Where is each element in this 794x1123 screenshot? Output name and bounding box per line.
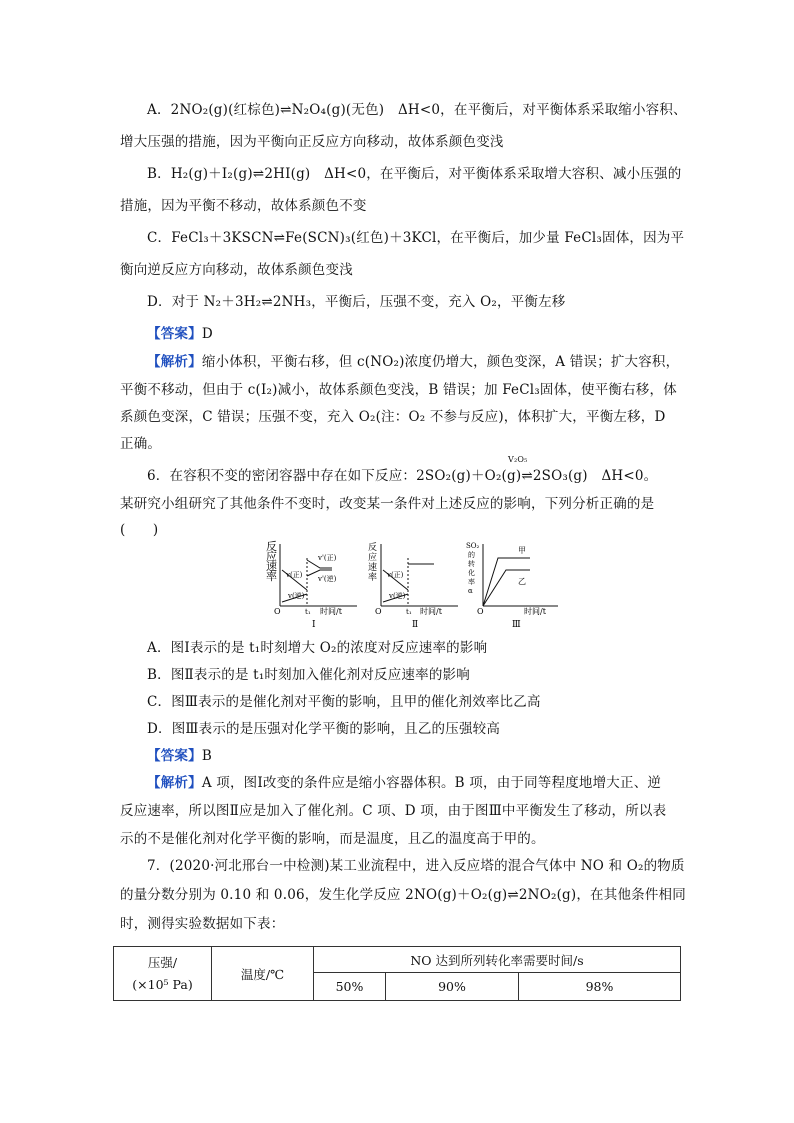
explanation-text: 缩小体积，平衡右移，但 c(NO₂)浓度仍增大，颜色变深，A 错误；扩大容积， [201, 354, 680, 370]
fig3-yi: 乙 [518, 577, 526, 586]
q5-option-c-line2: 衡向逆反应方向移动，故体系颜色变浅 [120, 262, 353, 278]
header-pressure-line1: 压强/ [147, 954, 178, 970]
fig1-v-ni: v(逆) [288, 592, 305, 600]
header-98: 98% [519, 973, 681, 1001]
fig3-yi-curve [483, 570, 530, 606]
figure-1 [266, 540, 357, 630]
q6-explanation-line1 [147, 773, 661, 793]
header-temperature: 温度/℃ [212, 947, 314, 1001]
fig1-caption: Ⅰ [312, 620, 316, 630]
q7-stem-line1: 7．(2020·河北邢台一中检测)某工业流程中，进入反应塔的混合气体中 NO 和 O₂的物质 [147, 858, 685, 874]
fig1-v-zheng2: v'(正) [318, 554, 337, 562]
fig2-v-ni: v(逆) [389, 592, 406, 600]
explanation-tag: 【解析】 [147, 775, 202, 791]
q5-explanation-line2: 平衡不移动，但由于 c(I₂)减小，故体系颜色变浅，B 错误；加 FeCl₃固体，使平衡右移，体 [120, 382, 677, 398]
fig1-v-zheng: v(正) [286, 571, 303, 579]
header-50: 50% [314, 973, 386, 1001]
explanation-text: A 项，图Ⅰ改变的条件应是缩小容器体积。B 项，由于同等程度地增大正、逆 [201, 775, 662, 791]
fig3-origin: O [477, 607, 484, 616]
fig3-caption: Ⅲ [512, 620, 521, 630]
fig2-origin: O [375, 607, 382, 616]
q7-stem-line2: 的量分数分别为 0.10 和 0.06，发生化学反应 2NO(g)＋O₂(g)⇌2NO₂(g)，在其他条件相同 [120, 887, 686, 903]
fig2-xlabel: 时间/t [420, 607, 442, 616]
q6-explanation-line3: 示的不是催化剂对化学平衡的影响，而是温度，且乙的温度高于甲的。 [120, 831, 545, 847]
q6-stem-line1: 6．在容积不变的密闭容器中存在如下反应：2SO₂(g)＋O₂(g)⇌2SO₃(g) ΔH<0。 [147, 468, 658, 484]
q6-option-d: D．图Ⅲ表示的是压强对化学平衡的影响，且乙的压强较高 [147, 721, 501, 737]
q5-option-a-line1: A．2NO₂(g)(红棕色)⇌N₂O₄(g)(无色) ΔH<0，在平衡后，对平衡体系采取缩小容积、 [147, 102, 687, 118]
figure-2 [368, 541, 458, 630]
fig3-ylabel: SO₂ 的转化率 α [466, 542, 480, 595]
catalyst-label: V₂O₅ [508, 455, 528, 464]
fig3-xlabel: 时间/t [524, 607, 546, 616]
q6-stem-line2: 某研究小组研究了其他条件不变时，改变某一条件对上述反应的影响，下列分析正确的是 [120, 496, 655, 512]
header-time: NO 达到所列转化率需要时间/s [314, 947, 681, 973]
q5-explanation-line1 [147, 352, 679, 372]
q7-stem-line3: 时，测得实验数据如下表： [120, 916, 285, 932]
fig2-ylabel: 反应速率 [368, 543, 378, 583]
q5-option-a-line2: 增大压强的措施，因为平衡向正反应方向移动，故体系颜色变浅 [120, 134, 504, 150]
header-pressure [114, 947, 212, 1001]
q7-data-table [113, 946, 681, 1001]
fig2-t1: t₁ [406, 608, 412, 616]
q5-option-c-line1: C．FeCl₃＋3KSCN⇌Fe(SCN)₃(红色)＋3KCl，在平衡后，加少量 FeCl₃固体，因为平 [147, 230, 685, 246]
fig3-jia: 甲 [518, 546, 526, 555]
q5-option-d: D．对于 N₂＋3H₂⇌2NH₃，平衡后，压强不变，充入 O₂，平衡左移 [147, 294, 566, 310]
q5-explanation-line3: 系颜色变深，C 错误；压强不变，充入 O₂(注：O₂ 不参与反应)，体积扩大，平衡左移，D [120, 409, 666, 425]
fig1-t1: t₁ [305, 608, 311, 616]
fig1-ylabel: 反应速率 [266, 540, 277, 583]
header-90: 90% [386, 973, 519, 1001]
fig1-xlabel: 时间/t [320, 607, 342, 616]
fig1-v-ni2: v'(逆) [318, 575, 337, 583]
q5-answer [147, 324, 213, 344]
q6-option-a: A．图Ⅰ表示的是 t₁时刻增大 O₂的浓度对反应速率的影响 [147, 640, 488, 656]
q5-option-b-line1: B．H₂(g)＋I₂(g)⇌2HI(g) ΔH<0，在平衡后，对平衡体系采取增大容积、减小压强的 [147, 166, 682, 182]
q6-answer [147, 746, 212, 766]
q6-figures [262, 540, 562, 630]
q6-option-c: C．图Ⅲ表示的是催化剂对平衡的影响，且甲的催化剂效率比乙高 [147, 694, 541, 710]
answer-tag: 【答案】 [147, 748, 202, 764]
fig2-caption: Ⅱ [412, 620, 419, 630]
q5-explanation-line4: 正确。 [120, 436, 162, 452]
fig1-origin: O [274, 607, 281, 616]
answer-value: D [201, 326, 213, 342]
q6-option-b: B．图Ⅱ表示的是 t₁时刻加入催化剂对反应速率的影响 [147, 667, 470, 683]
q5-option-b-line2: 措施，因为平衡不移动，故体系颜色不变 [120, 198, 367, 214]
header-pressure-line2: (×10⁵ Pa) [132, 976, 193, 992]
q6-stem-line3: ( ) [120, 522, 159, 538]
figure-3 [466, 542, 558, 630]
answer-value: B [201, 748, 212, 764]
fig2-v-zheng: v(正) [387, 571, 404, 579]
q6-explanation-line2: 反应速率，所以图Ⅱ应是加入了催化剂。C 项、D 项，由于图Ⅲ中平衡发生了移动，所以表 [120, 803, 667, 819]
explanation-tag: 【解析】 [147, 354, 202, 370]
answer-tag: 【答案】 [147, 326, 202, 342]
